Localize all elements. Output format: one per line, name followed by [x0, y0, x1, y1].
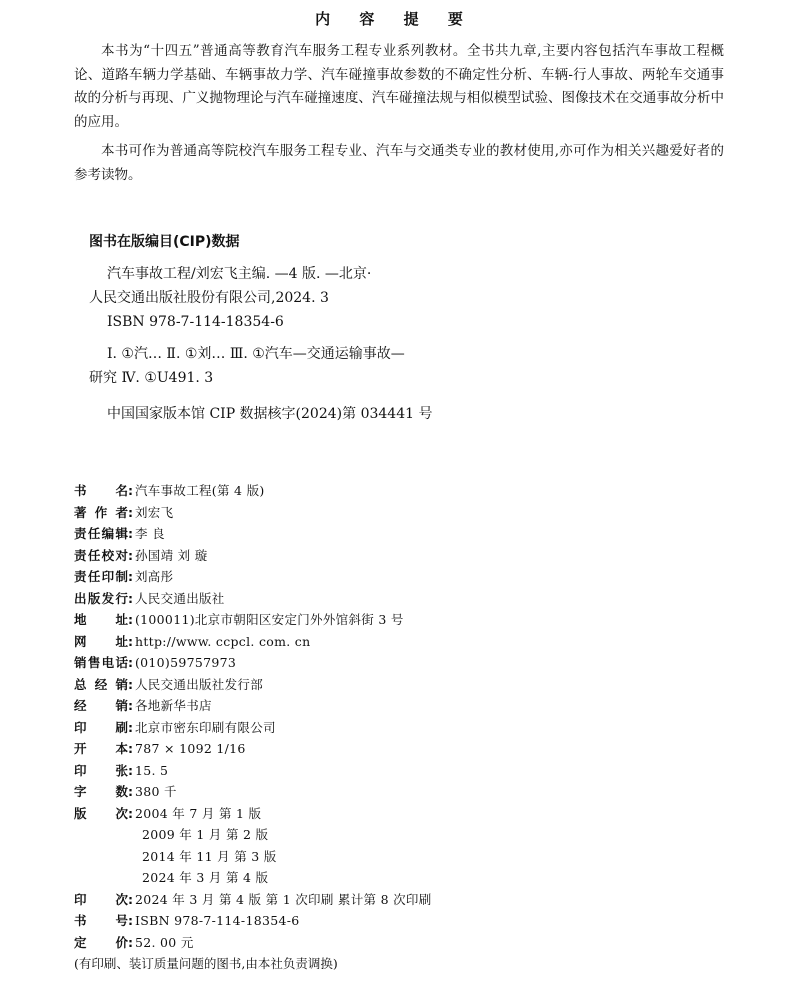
info-value: 380 千	[135, 784, 177, 799]
info-row: 著作者 : 刘宏飞	[74, 504, 174, 520]
info-label: 印刷	[74, 719, 128, 735]
info-value: 15. 5	[135, 762, 169, 778]
info-row: 经销 : 各地新华书店	[74, 698, 212, 713]
info-row: 书号 : ISBN 978-7-114-18354-6	[74, 913, 300, 928]
info-value: 2024 年 3 月 第 4 版 第 1 次印刷 累计第 8 次印刷	[135, 891, 432, 907]
edition-continuation	[74, 825, 754, 847]
footer-note: (有印刷、装订质量问题的图书,由本社负责调换)	[74, 956, 338, 971]
info-value: 人民交通出版社	[135, 590, 225, 606]
cip-line: 汽车事故工程/刘宏飞主编. —4 版. —北京·	[107, 266, 372, 282]
cip-line: 人民交通出版社股份有限公司,2024. 3	[89, 290, 329, 306]
info-label: 总经销	[74, 676, 128, 692]
info-row: 网址 : http://www. ccpcl. com. cn	[74, 633, 311, 649]
summary-section	[74, 40, 724, 193]
info-label: 版次	[74, 805, 128, 821]
info-value: 2009 年 1 月 第 2 版	[142, 827, 269, 842]
info-label: 地址	[74, 612, 128, 627]
info-row: 责任印制 : 刘高彤	[74, 569, 174, 584]
publication-info	[74, 481, 754, 976]
info-row: 定价 : 52. 00 元	[74, 934, 194, 950]
summary-paragraph: 本书可作为普通高等院校汽车服务工程专业、汽车与交通类专业的教材使用,亦可作为相关兴趣爱好者的参考读物。	[74, 143, 724, 183]
info-row: 责任编辑 : 李 良	[74, 526, 165, 541]
cip-heading: 图书在版编目(CIP)数据	[89, 234, 240, 250]
info-value: 刘宏飞	[135, 504, 174, 520]
summary-paragraph: 本书为“十四五”普通高等教育汽车服务工程专业系列教材。全书共九章,主要内容包括汽车事故工程概论、道路车辆力学基础、车辆事故力学、汽车碰撞事故参数的不确定性分析、车辆-行人事故、两轮车交通事故的分析与再现、广义抛物理论与汽车碰撞速度、汽车碰撞法规与相似模型试验、图像技术在交通事故分析中的应用。	[74, 43, 724, 130]
cip-line: Ⅰ. ①汽… Ⅱ. ①刘… Ⅲ. ①汽车—交通运输事故—	[107, 346, 405, 362]
info-value: ISBN 978-7-114-18354-6	[135, 913, 300, 928]
info-row: 字数 : 380 千	[74, 784, 177, 799]
info-value: 2004 年 7 月 第 1 版	[135, 805, 262, 821]
info-value: 52. 00 元	[135, 934, 194, 950]
info-row: 销售电话 : (010)59757973	[74, 655, 237, 670]
info-row: 印次 : 2024 年 3 月 第 4 版 第 1 次印刷 累计第 8 次印刷	[74, 891, 432, 907]
info-value: 孙国靖 刘 璇	[135, 547, 208, 563]
info-value: http://www. ccpcl. com. cn	[135, 633, 311, 649]
info-label: 书号	[74, 913, 128, 928]
info-value: 刘高彤	[135, 569, 174, 584]
info-row: 出版发行 : 人民交通出版社	[74, 590, 225, 606]
info-label: 销售电话	[74, 655, 128, 670]
info-row: 责任校对 : 孙国靖 刘 璇	[74, 547, 208, 563]
info-value: 2014 年 11 月 第 3 版	[142, 848, 277, 864]
info-value: 李 良	[135, 526, 165, 541]
info-row: 地址 : (100011)北京市朝阳区安定门外外馆斜街 3 号	[74, 612, 404, 627]
info-value: 787 × 1092 1/16	[135, 741, 246, 756]
info-label: 责任校对	[74, 547, 128, 563]
edition-continuation	[74, 847, 754, 869]
info-label: 字数	[74, 784, 128, 799]
info-label: 责任编辑	[74, 526, 128, 541]
info-label: 著作者	[74, 504, 128, 520]
info-value: (100011)北京市朝阳区安定门外外馆斜街 3 号	[135, 612, 404, 627]
cip-line: 中国国家版本馆 CIP 数据核字(2024)第 034441 号	[107, 406, 433, 422]
info-label: 经销	[74, 698, 128, 713]
info-row: 开本 : 787 × 1092 1/16	[74, 741, 246, 756]
info-label: 网址	[74, 633, 128, 649]
cip-data	[89, 262, 689, 426]
info-label: 开本	[74, 741, 128, 756]
info-row: 印张 : 15. 5	[74, 762, 169, 778]
info-label: 印张	[74, 762, 128, 778]
cip-line: ISBN 978-7-114-18354-6	[107, 314, 284, 330]
info-label: 出版发行	[74, 590, 128, 606]
info-row: 印刷 : 北京市密东印刷有限公司	[74, 719, 276, 735]
summary-title: 内 容 提 要	[315, 10, 475, 28]
info-value: 北京市密东印刷有限公司	[135, 719, 276, 735]
info-row: 书名 : 汽车事故工程(第 4 版)	[74, 483, 265, 498]
info-value: 人民交通出版社发行部	[135, 676, 264, 692]
info-value: 2024 年 3 月 第 4 版	[142, 870, 269, 885]
edition-continuation	[74, 868, 754, 890]
info-label: 印次	[74, 891, 128, 907]
info-label: 责任印制	[74, 569, 128, 584]
info-label: 书名	[74, 483, 128, 498]
info-label: 定价	[74, 934, 128, 950]
info-row: 总经销 : 人民交通出版社发行部	[74, 676, 264, 692]
info-value: 汽车事故工程(第 4 版)	[135, 483, 265, 498]
info-value: (010)59757973	[135, 655, 237, 670]
cip-line: 研究 Ⅳ. ①U491. 3	[89, 370, 214, 386]
info-value: 各地新华书店	[135, 698, 212, 713]
info-row: 版次 : 2004 年 7 月 第 1 版	[74, 805, 262, 821]
